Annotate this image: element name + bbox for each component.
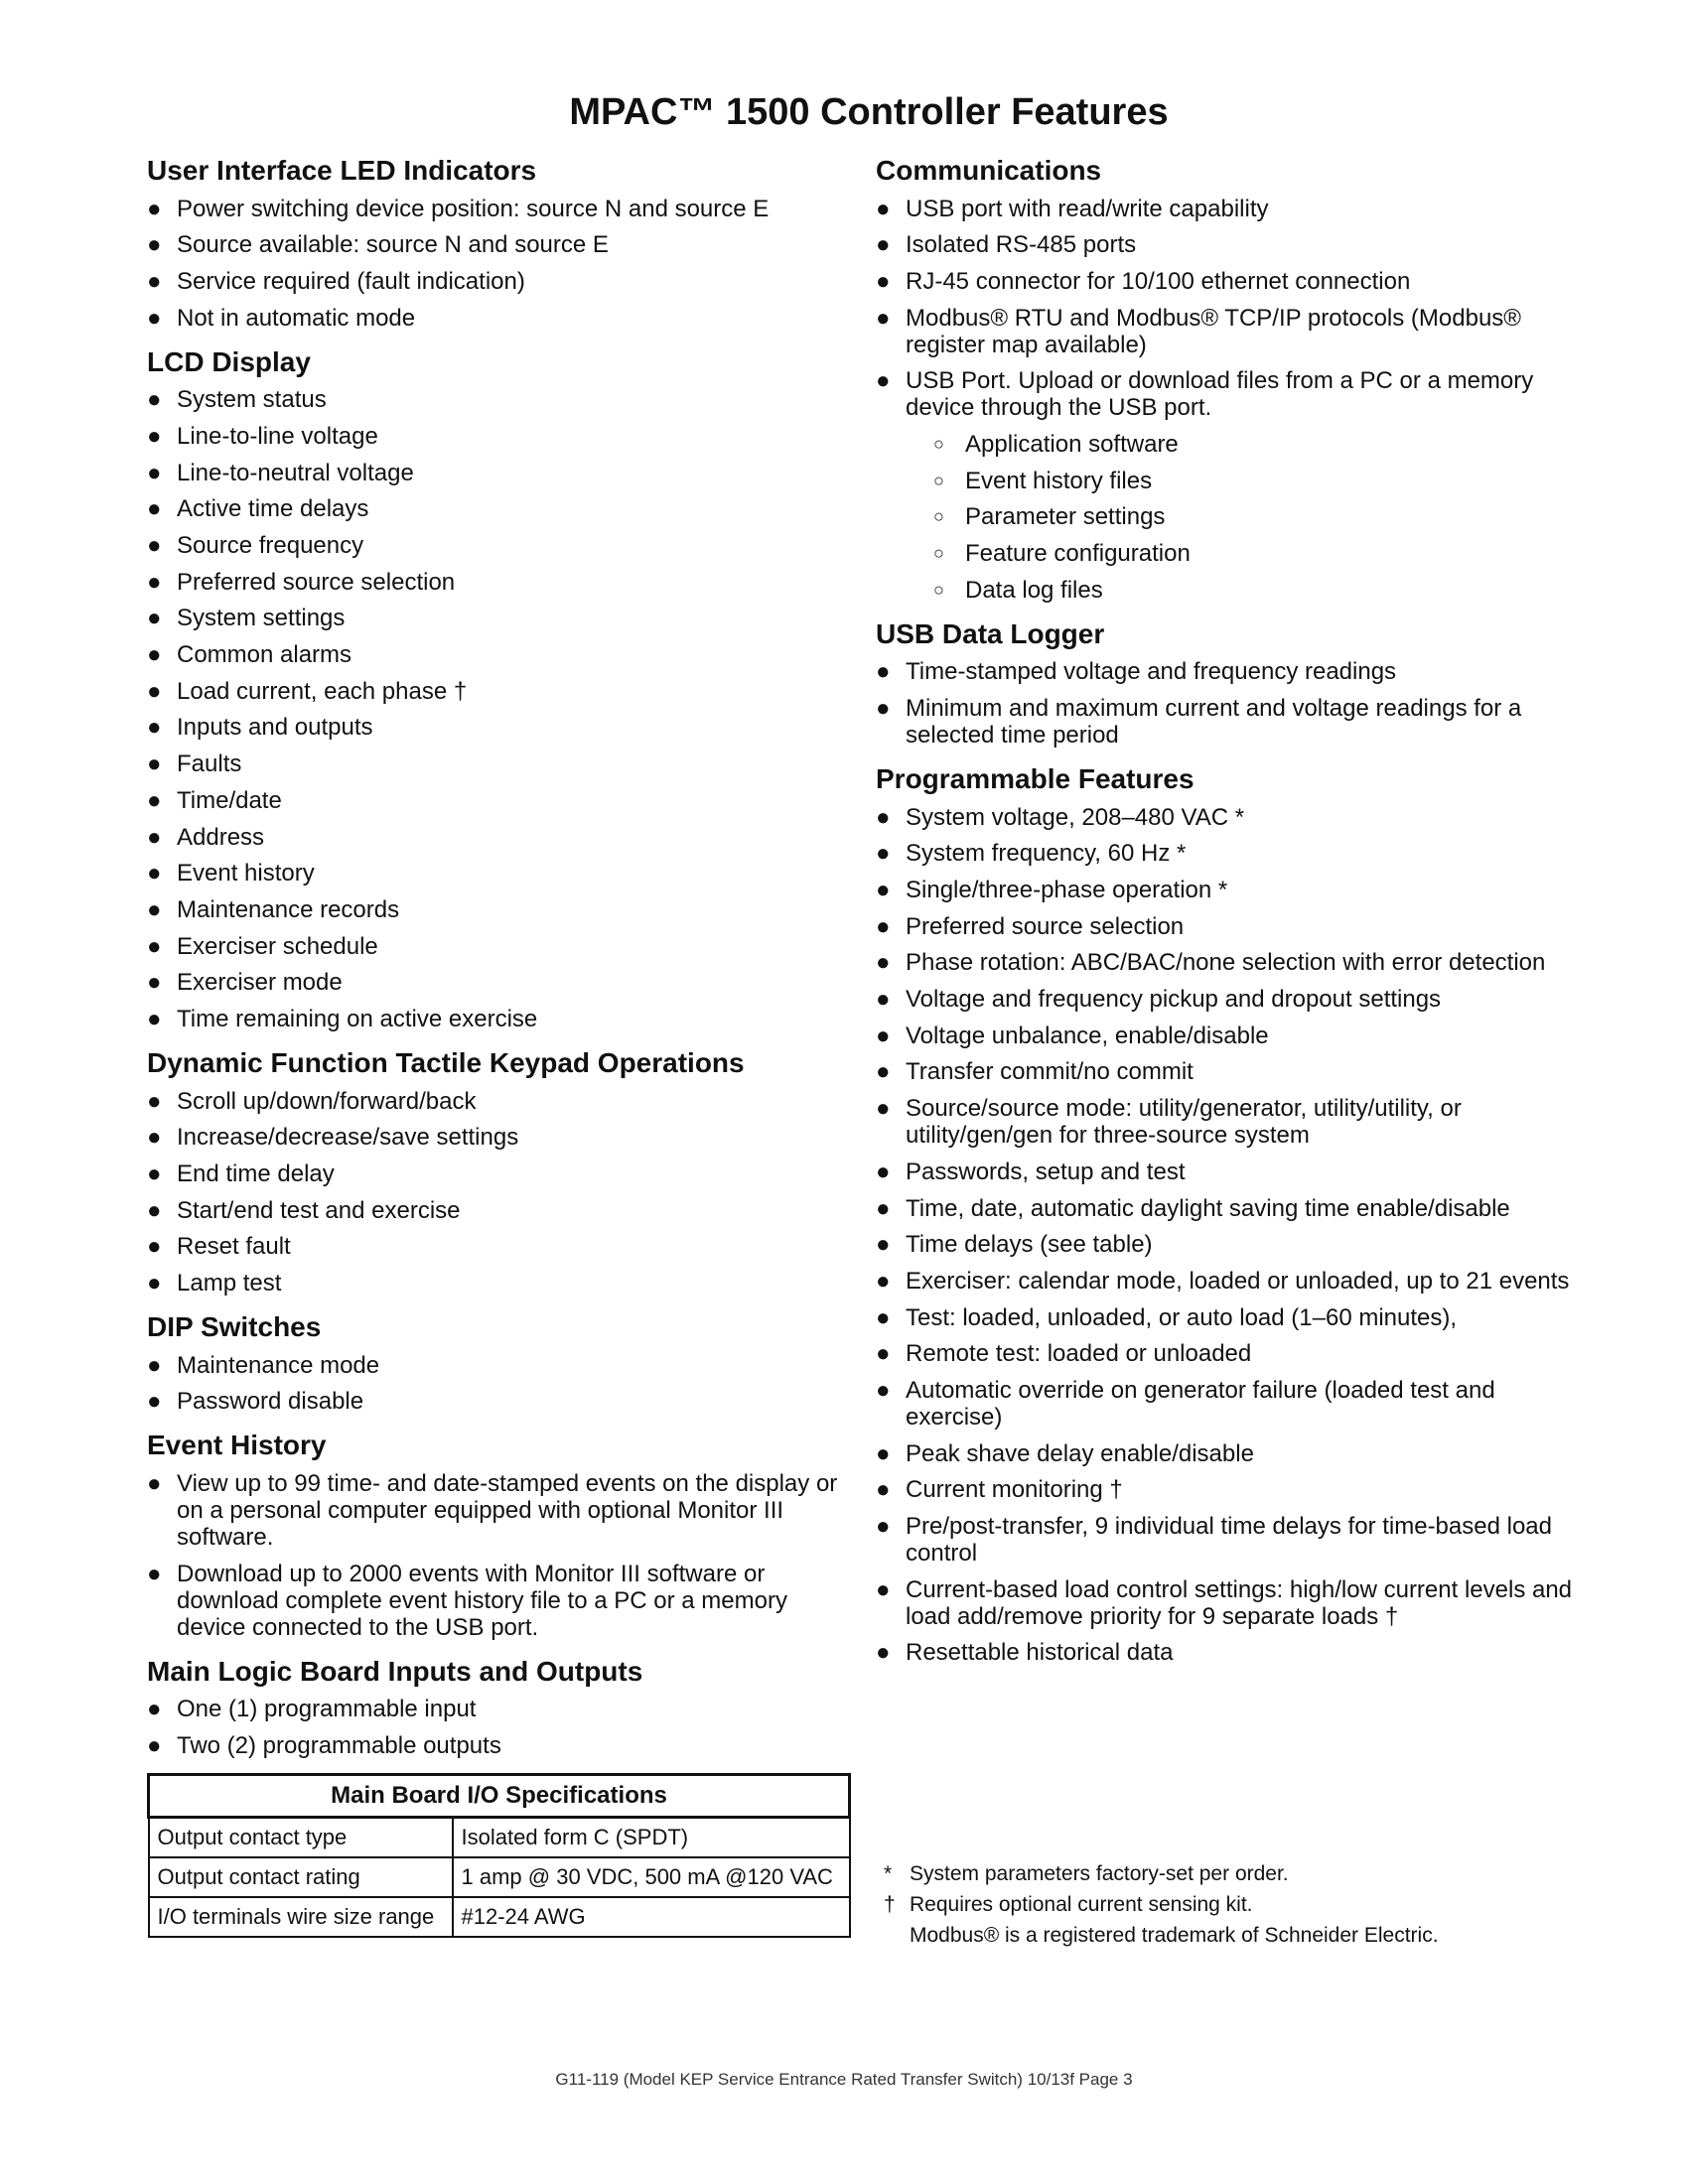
list-item <box>876 1268 1591 1295</box>
circle-bullet-icon: ○ <box>933 579 944 600</box>
list-item-text: Voltage unbalance, enable/disable <box>906 1022 1269 1049</box>
list-item-text: Time delays (see table) <box>906 1231 1153 1259</box>
bullet-icon: ● <box>147 1124 162 1152</box>
list-item-text: Common alarms <box>177 641 352 669</box>
list-item <box>876 367 1591 421</box>
heading-logic: Main Logic Board Inputs and Outputs <box>147 1655 643 1687</box>
list-programmable <box>876 804 1591 1667</box>
list-item <box>147 860 852 887</box>
bullet-icon: ● <box>147 1160 162 1187</box>
list-item-text: Exerciser schedule <box>177 932 378 960</box>
heading-keypad: Dynamic Function Tactile Keypad Operations <box>147 1046 745 1078</box>
bullet-icon: ● <box>147 422 162 450</box>
heading-programmable: Programmable Features <box>876 763 1195 795</box>
table-cell: Output contact type <box>149 1817 453 1857</box>
list-usb-files <box>876 431 1591 604</box>
list-item-text: Isolated RS-485 ports <box>906 231 1137 259</box>
bullet-icon: ● <box>147 1388 162 1416</box>
circle-bullet-icon: ○ <box>933 506 944 527</box>
bullet-icon: ● <box>147 714 162 742</box>
bullet-icon: ● <box>147 267 162 295</box>
heading-communications: Communications <box>876 155 1102 186</box>
list-item-text: One (1) programmable input <box>177 1696 477 1723</box>
bullet-icon: ● <box>876 695 891 723</box>
bullet-icon: ● <box>876 267 891 295</box>
bullet-icon: ● <box>147 386 162 414</box>
list-item-text: Time remaining on active exercise <box>177 1005 538 1032</box>
list-item-text: Line-to-neutral voltage <box>177 459 414 486</box>
page-footer: G11-119 (Model KEP Service Entrance Rated Transfer Switch) 10/13f Page 3 <box>555 2070 1133 2089</box>
list-item-text: Active time delays <box>177 495 369 523</box>
list-item-text: Single/three-phase operation * <box>906 877 1228 904</box>
table-cell: I/O terminals wire size range <box>149 1897 453 1937</box>
list-item-text: Data log files <box>965 576 1103 604</box>
io-spec-table <box>147 1773 851 1938</box>
list-item <box>147 1197 852 1224</box>
bullet-icon: ● <box>147 641 162 669</box>
list-item-text: Remote test: loaded or unloaded <box>906 1340 1252 1368</box>
footnote-text: Requires optional current sensing kit. <box>910 1893 1253 1916</box>
list-item-text: Time, date, automatic daylight saving time enable/disable <box>906 1194 1510 1222</box>
section-keypad <box>147 1046 852 1297</box>
list-item <box>147 896 852 923</box>
list-item <box>147 495 852 522</box>
list-item-text: RJ-45 connector for 10/100 ethernet connection <box>906 267 1411 295</box>
list-item-text: Start/end test and exercise <box>177 1196 461 1224</box>
list-item <box>147 1388 852 1415</box>
list-item-text: Source/source mode: utility/generator, utility/utility, or utility/gen/gen for three-source system <box>906 1095 1462 1150</box>
bullet-icon: ● <box>147 1196 162 1224</box>
list-item-text: Automatic override on generator failure (loaded test and exercise) <box>906 1376 1495 1431</box>
bullet-icon: ● <box>876 986 891 1014</box>
bullet-icon: ● <box>876 304 891 332</box>
list-item-text: Phase rotation: ABC/BAC/none selection with error detection <box>906 949 1546 977</box>
list-item <box>147 787 852 814</box>
bullet-icon: ● <box>876 1194 891 1222</box>
list-item <box>147 1233 852 1260</box>
left-column <box>147 154 852 1938</box>
list-item <box>876 1377 1591 1431</box>
bullet-icon: ● <box>876 840 891 868</box>
list-item-text: Feature configuration <box>965 540 1191 568</box>
list-item-text: Transfer commit/no commit <box>906 1058 1194 1086</box>
bullet-icon: ● <box>147 605 162 632</box>
list-item-text: Source frequency <box>177 532 364 559</box>
list-item <box>147 386 852 413</box>
list-item <box>876 540 1591 567</box>
bullet-icon: ● <box>147 568 162 596</box>
bullet-icon: ● <box>876 1639 891 1667</box>
bullet-icon: ● <box>147 495 162 523</box>
footnote <box>884 1889 1439 1920</box>
list-item-text: Maintenance mode <box>177 1351 380 1379</box>
page-title: MPAC™ 1500 Controller Features <box>569 91 1169 133</box>
heading-usb-logger: USB Data Logger <box>876 617 1105 649</box>
list-item <box>876 1576 1591 1630</box>
bullet-icon: ● <box>147 1005 162 1032</box>
list-item <box>147 569 852 596</box>
bullet-icon: ● <box>876 1476 891 1504</box>
bullet-icon: ● <box>876 1575 891 1603</box>
list-item-text: Current-based load control settings: high/low current levels and load add/remove priority for 9 separate loads † <box>906 1575 1573 1630</box>
heading-led: User Interface LED Indicators <box>147 155 537 186</box>
list-item <box>147 196 852 222</box>
list-item <box>876 577 1591 604</box>
bullet-icon: ● <box>876 1513 891 1541</box>
list-item-text: USB port with read/write capability <box>906 195 1269 222</box>
list-item <box>147 969 852 996</box>
list-item <box>876 986 1591 1013</box>
list-item-text: USB Port. Upload or download files from a PC or a memory device through the USB port. <box>906 367 1534 422</box>
table-cell: Output contact rating <box>149 1857 453 1897</box>
bullet-icon: ● <box>876 1158 891 1185</box>
list-item <box>876 949 1591 976</box>
list-item-text: Line-to-line voltage <box>177 422 378 450</box>
list-item <box>147 532 852 559</box>
footnote <box>884 1858 1439 1889</box>
list-item <box>147 1088 852 1115</box>
list-item <box>876 1023 1591 1049</box>
bullet-icon: ● <box>147 823 162 851</box>
bullet-icon: ● <box>876 912 891 940</box>
right-column <box>876 154 1591 1680</box>
list-keypad <box>147 1088 852 1297</box>
list-item-text: System status <box>177 386 327 414</box>
list-item-text: Inputs and outputs <box>177 714 373 742</box>
bullet-icon: ● <box>876 1231 891 1259</box>
section-logic <box>147 1655 852 1759</box>
bullet-icon: ● <box>876 1058 891 1086</box>
list-item <box>876 877 1591 903</box>
list-item <box>147 1732 852 1759</box>
list-item <box>876 196 1591 222</box>
list-item <box>876 1476 1591 1503</box>
list-item <box>876 1304 1591 1331</box>
heading-dip: DIP Switches <box>147 1310 322 1342</box>
list-item <box>876 231 1591 258</box>
footnote-mark: † <box>884 1893 896 1916</box>
bullet-icon: ● <box>147 532 162 559</box>
bullet-icon: ● <box>147 1233 162 1261</box>
list-item <box>147 1270 852 1297</box>
section-dip <box>147 1310 852 1415</box>
bullet-icon: ● <box>147 969 162 997</box>
footnotes <box>884 1858 1439 1951</box>
heading-lcd: LCD Display <box>147 345 311 377</box>
list-item <box>876 1340 1591 1367</box>
list-item <box>876 1513 1591 1567</box>
list-item <box>147 1561 852 1641</box>
section-usb-logger <box>876 617 1591 749</box>
list-item <box>876 804 1591 831</box>
list-item <box>876 1195 1591 1222</box>
list-item-text: End time delay <box>177 1160 335 1187</box>
list-item-text: Increase/decrease/save settings <box>177 1124 519 1152</box>
footnote-text: Modbus® is a registered trademark of Schneider Electric. <box>910 1924 1439 1947</box>
list-item <box>147 678 852 705</box>
list-item-text: Peak shave delay enable/disable <box>906 1439 1254 1467</box>
list-lcd <box>147 386 852 1032</box>
list-item-text: Reset fault <box>177 1233 291 1261</box>
list-item <box>876 431 1591 458</box>
list-item <box>147 1160 852 1187</box>
bullet-icon: ● <box>147 195 162 222</box>
list-item-text: Lamp test <box>177 1269 282 1297</box>
circle-bullet-icon: ○ <box>933 543 944 564</box>
bullet-icon: ● <box>876 1340 891 1368</box>
bullet-icon: ● <box>147 895 162 923</box>
list-item <box>147 1352 852 1379</box>
table-cell: #12-24 AWG <box>453 1897 850 1937</box>
bullet-icon: ● <box>876 803 891 831</box>
circle-bullet-icon: ○ <box>933 434 944 455</box>
section-communications <box>876 154 1591 604</box>
list-item <box>147 268 852 295</box>
list-communications <box>876 196 1591 422</box>
list-item <box>876 695 1591 749</box>
list-item-text: System frequency, 60 Hz * <box>906 840 1187 868</box>
bullet-icon: ● <box>876 231 891 259</box>
bullet-icon: ● <box>876 1095 891 1123</box>
list-item-text: Modbus® RTU and Modbus® TCP/IP protocols (Modbus® register map available) <box>906 304 1521 358</box>
footnote-mark: * <box>884 1862 893 1885</box>
list-item <box>876 305 1591 358</box>
list-item <box>147 605 852 631</box>
bullet-icon: ● <box>876 1303 891 1331</box>
list-item-text: Download up to 2000 events with Monitor III software or download complete event history file to a PC or a memory device connected to the USB port. <box>177 1560 787 1641</box>
bullet-icon: ● <box>876 877 891 904</box>
bullet-icon: ● <box>147 1269 162 1297</box>
list-item <box>147 423 852 450</box>
list-item <box>876 1639 1591 1666</box>
list-item-text: Exerciser: calendar mode, loaded or unloaded, up to 21 events <box>906 1267 1570 1295</box>
list-item <box>876 1095 1591 1149</box>
list-event <box>147 1470 852 1641</box>
list-item-text: Preferred source selection <box>906 912 1185 940</box>
list-item <box>147 1470 852 1551</box>
list-item <box>147 1124 852 1151</box>
list-item <box>147 824 852 851</box>
list-item-text: Preferred source selection <box>177 568 456 596</box>
list-item-text: Exerciser mode <box>177 969 343 997</box>
bullet-icon: ● <box>147 751 162 778</box>
section-lcd <box>147 345 852 1032</box>
bullet-icon: ● <box>876 367 891 395</box>
list-item <box>147 933 852 960</box>
list-item <box>876 1159 1591 1185</box>
bullet-icon: ● <box>147 1087 162 1115</box>
bullet-icon: ● <box>147 304 162 332</box>
heading-event: Event History <box>147 1430 327 1461</box>
list-item-text: System voltage, 208–480 VAC * <box>906 803 1245 831</box>
list-item <box>876 268 1591 295</box>
list-usb-logger <box>876 658 1591 749</box>
list-item-text: Resettable historical data <box>906 1639 1174 1667</box>
list-item-text: System settings <box>177 605 346 632</box>
bullet-icon: ● <box>147 677 162 705</box>
bullet-icon: ● <box>876 1022 891 1049</box>
list-item <box>147 714 852 741</box>
list-item <box>147 231 852 258</box>
bullet-icon: ● <box>876 1376 891 1404</box>
bullet-icon: ● <box>876 1439 891 1467</box>
footnote-text: System parameters factory-set per order. <box>910 1862 1289 1885</box>
table-row <box>149 1817 850 1857</box>
list-item-text: Voltage and frequency pickup and dropout settings <box>906 986 1442 1014</box>
list-item-text: Minimum and maximum current and voltage readings for a selected time period <box>906 695 1522 750</box>
list-item <box>147 751 852 777</box>
list-item-text: Service required (fault indication) <box>177 267 525 295</box>
bullet-icon: ● <box>147 459 162 486</box>
list-item <box>876 840 1591 867</box>
list-item-text: Password disable <box>177 1388 364 1416</box>
list-item-text: Maintenance records <box>177 895 400 923</box>
list-item <box>147 1696 852 1722</box>
bullet-icon: ● <box>147 231 162 259</box>
table-cell: Isolated form C (SPDT) <box>453 1817 850 1857</box>
circle-bullet-icon: ○ <box>933 470 944 490</box>
bullet-icon: ● <box>147 1731 162 1759</box>
list-item <box>147 1006 852 1032</box>
list-item-text: Passwords, setup and test <box>906 1158 1186 1185</box>
footnote <box>884 1920 1439 1951</box>
list-logic <box>147 1696 852 1759</box>
list-item-text: Scroll up/down/forward/back <box>177 1087 477 1115</box>
list-item-text: Time-stamped voltage and frequency readings <box>906 658 1397 686</box>
list-item-text: Current monitoring † <box>906 1476 1123 1504</box>
section-event <box>147 1429 852 1640</box>
list-item-text: Two (2) programmable outputs <box>177 1731 501 1759</box>
bullet-icon: ● <box>147 1696 162 1723</box>
list-item-text: Power switching device position: source N and source E <box>177 195 770 222</box>
list-item-text: Test: loaded, unloaded, or auto load (1–60 minutes), <box>906 1303 1458 1331</box>
list-item <box>876 913 1591 940</box>
list-item-text: Source available: source N and source E <box>177 231 609 259</box>
bullet-icon: ● <box>147 786 162 814</box>
bullet-icon: ● <box>147 932 162 960</box>
list-dip <box>147 1352 852 1416</box>
table-cell: 1 amp @ 30 VDC, 500 mA @120 VAC <box>453 1857 850 1897</box>
bullet-icon: ● <box>876 658 891 686</box>
bullet-icon: ● <box>147 860 162 887</box>
table-row <box>149 1857 850 1897</box>
bullet-icon: ● <box>876 1267 891 1295</box>
list-item-text: Load current, each phase † <box>177 677 468 705</box>
bullet-icon: ● <box>147 1469 162 1497</box>
list-item-text: Event history files <box>965 467 1153 494</box>
list-item-text: Faults <box>177 751 242 778</box>
list-item <box>147 305 852 332</box>
bullet-icon: ● <box>147 1351 162 1379</box>
list-item <box>876 1440 1591 1467</box>
list-item-text: Address <box>177 823 265 851</box>
list-item-text: Parameter settings <box>965 503 1166 531</box>
list-item <box>876 1231 1591 1258</box>
list-led <box>147 196 852 332</box>
list-item-text: View up to 99 time- and date-stamped events on the display or on a personal computer equipped with optional Monitor III software. <box>177 1469 838 1551</box>
list-item <box>147 460 852 486</box>
section-programmable <box>876 762 1591 1666</box>
list-item-text: Pre/post-transfer, 9 individual time delays for time-based load control <box>906 1513 1552 1568</box>
list-item-text: Not in automatic mode <box>177 304 416 332</box>
list-item <box>876 1058 1591 1085</box>
list-item-text: Event history <box>177 860 315 887</box>
section-led <box>147 154 852 332</box>
io-table-header: Main Board I/O Specifications <box>149 1774 850 1817</box>
bullet-icon: ● <box>876 949 891 977</box>
list-item-text: Application software <box>965 431 1179 459</box>
list-item <box>876 658 1591 685</box>
list-item <box>876 468 1591 494</box>
table-row <box>149 1897 850 1937</box>
list-item-text: Time/date <box>177 786 282 814</box>
bullet-icon: ● <box>876 195 891 222</box>
list-item <box>876 503 1591 530</box>
list-item <box>147 641 852 668</box>
bullet-icon: ● <box>147 1560 162 1587</box>
